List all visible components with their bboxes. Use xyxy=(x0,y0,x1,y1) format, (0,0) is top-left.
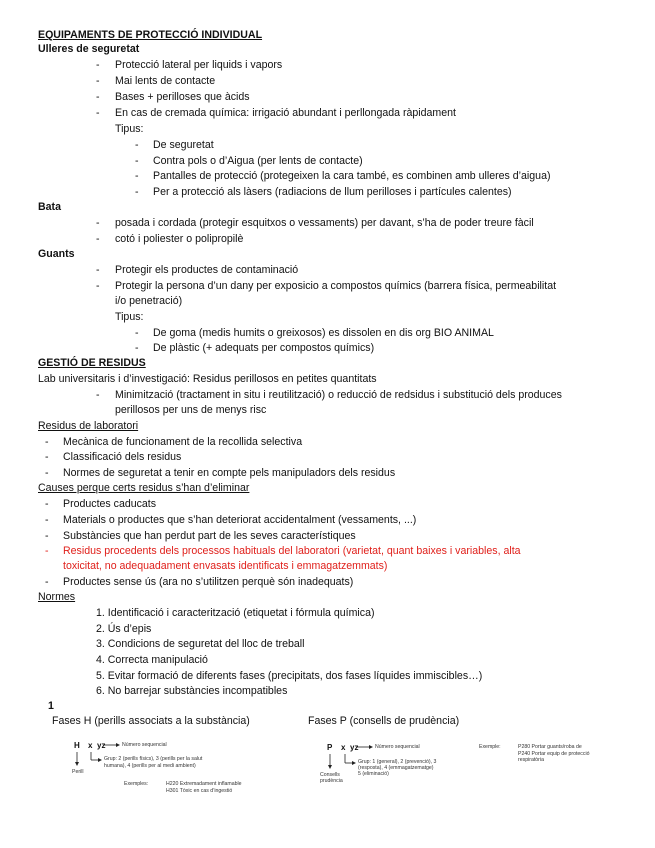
fases-p-heading: Fases P (consells de prudència) xyxy=(308,715,460,727)
diagram-p-letter: x xyxy=(341,743,346,752)
tipus-label: Tipus: xyxy=(115,123,144,135)
causes-item-highlight-continuation: toxicitat, no adequadament envasats identificats i emmagatzemmats) xyxy=(63,560,388,572)
diagram-p-grup-line: 5 (eliminació) xyxy=(358,771,389,777)
diagram-h-exemple: H301 Tòxic en cas d’ingestió xyxy=(166,788,233,794)
heading-normes: Normes xyxy=(38,591,76,603)
residus-lab-item: Mecànica de funcionament de la recollida selectiva xyxy=(63,436,303,448)
diagram-h-letter: x xyxy=(88,741,93,750)
bullet-dash: - xyxy=(96,264,100,276)
bata-item: cotó i poliester o polipropilè xyxy=(115,233,244,245)
diagram-h-num-sequencial: Número sequencial xyxy=(122,742,167,748)
heading-guants: Guants xyxy=(38,248,75,260)
ulleres-item: En cas de cremada química: irrigació abundant i perllongada ràpidament xyxy=(115,107,456,119)
bullet-dash: - xyxy=(45,545,49,557)
heading-causes: Causes perque certs residus s’han d’eliminar xyxy=(38,482,250,494)
normes-item: 3. Condicions de seguretat del lloc de treball xyxy=(96,638,305,650)
arrow-head xyxy=(75,762,79,766)
section-title-residus: GESTIÓ DE RESIDUS xyxy=(38,357,146,369)
bata-item: posada i cordada (protegir esquitxos o vessaments) per davant, s’ha de poder treure fàcil xyxy=(115,217,534,229)
causes-item: Productes sense ús (ara no s’utilitzen perquè són inadequats) xyxy=(63,576,354,588)
diagram-p-letter: P xyxy=(327,743,333,752)
causes-item: Materials o productes que s’han deteriorat accidentalment (vessaments, ...) xyxy=(63,514,417,526)
diagram-p-exemple: respiratòria xyxy=(518,757,544,763)
bullet-dash: - xyxy=(45,514,49,526)
bullet-dash: - xyxy=(135,170,139,182)
diagram-h-perill-label: Perill xyxy=(72,769,84,775)
ulleres-tipus-item: Contra pols o d’Aigua (per lents de contacte) xyxy=(153,155,363,167)
heading-residus-laboratori: Residus de laboratori xyxy=(38,420,139,432)
bullet-dash: - xyxy=(135,327,139,339)
diagram-h-exemples-label: Exemples: xyxy=(124,781,149,787)
ulleres-tipus-item: De seguretat xyxy=(153,139,214,151)
bullet-dash: - xyxy=(135,139,139,151)
causes-item-highlight: Residus procedents dels processos habituals del laboratori (varietat, quant baixes i variables, alta xyxy=(63,545,521,557)
bullet-dash: - xyxy=(96,107,100,119)
diagram-p-consells-label: prudència xyxy=(320,778,343,784)
guants-item: Protegir els productes de contaminació xyxy=(115,264,299,276)
diagram-p-consells-label: Consells xyxy=(320,772,340,778)
diagram-p-grup-line: (resposta), 4 (emmagatzematge) xyxy=(358,765,434,771)
arrow-head xyxy=(369,745,373,749)
bullet-dash: - xyxy=(96,389,100,401)
bullet-dash: - xyxy=(45,498,49,510)
fases-h-heading: Fases H (perills associats a la substància) xyxy=(52,715,250,727)
arrow-head xyxy=(352,761,356,765)
normes-item: 4. Correcta manipulació xyxy=(96,654,208,666)
diagram-p-exemple: P240 Portar equip de protecció xyxy=(518,751,590,757)
causes-item: Productes caducats xyxy=(63,498,157,510)
bullet-dash: - xyxy=(96,59,100,71)
normes-item: 1. Identificació i caracterització (etiquetat i fórmula química) xyxy=(96,607,375,619)
section-title-epi: EQUIPAMENTS DE PROTECCIÓ INDIVIDUAL xyxy=(38,29,263,41)
causes-item: Substàncies que han perdut part de les seves característiques xyxy=(63,530,356,542)
bullet-dash: - xyxy=(45,576,49,588)
ulleres-tipus-item: Pantalles de protecció (protegeixen la cara també, es combinen amb ulleres d’aigua) xyxy=(153,170,551,182)
footnote-number: 1 xyxy=(48,700,54,712)
bullet-dash: - xyxy=(96,91,100,103)
ulleres-tipus-item: Per a protecció als làsers (radiacions de llum perilloses i partícules calentes) xyxy=(153,186,512,198)
residus-lab-item: Classificació dels residus xyxy=(63,451,182,463)
heading-ulleres: Ulleres de seguretat xyxy=(38,43,140,55)
normes-item: 5. Evitar formació de diferents fases (precipitats, dos fases líquides immiscibles…) xyxy=(96,670,483,682)
guants-item: Protegir la persona d’un dany per exposicio a compostos químics (barrera física, permeabilitat xyxy=(115,280,557,292)
bullet-dash: - xyxy=(45,436,49,448)
lab-line: Lab universitaris i d’investigació: Residus perillosos en petites quantitats xyxy=(38,373,377,385)
arrow-head xyxy=(98,758,102,762)
diagram-p-exemple-label: Exemple: xyxy=(479,744,501,750)
bullet-dash: - xyxy=(45,467,49,479)
diagram-h-exemple: H220 Extremadament inflamable xyxy=(166,781,242,787)
diagram-p-exemple: P280 Portar guants/roba de xyxy=(518,744,582,750)
diagram-p-grup-line: Grup: 1 (general), 2 (prevenció), 3 xyxy=(358,759,437,765)
residus-lab-item: Normes de seguretat a tenir en compte pels manipuladors dels residus xyxy=(63,467,396,479)
normes-item: 6. No barrejar substàncies incompatibles xyxy=(96,685,288,697)
diagram-h-grup-line: humana), 4 (perills per al medi ambient) xyxy=(104,763,196,769)
diagram-p-num-sequencial: Número sequencial xyxy=(375,744,420,750)
diagram-h-grup-line: Grup: 2 (perills físics), 3 (perills per la salut xyxy=(104,756,203,762)
diagram-h-letter: yz xyxy=(97,741,106,750)
arrow-head xyxy=(116,743,120,747)
bullet-dash: - xyxy=(96,217,100,229)
bullet-dash: - xyxy=(135,186,139,198)
bullet-dash: - xyxy=(45,530,49,542)
diagram-h-letter: H xyxy=(74,741,80,750)
tipus-label: Tipus: xyxy=(115,311,144,323)
heading-bata: Bata xyxy=(38,201,61,213)
ulleres-item: Protecció lateral per liquids i vapors xyxy=(115,59,283,71)
bullet-dash: - xyxy=(135,155,139,167)
arrow-head xyxy=(328,765,332,769)
guants-item-continuation: i/o penetració) xyxy=(115,295,183,307)
diagram-p-letter: yz xyxy=(350,743,359,752)
bullet-dash: - xyxy=(45,451,49,463)
bullet-dash: - xyxy=(135,342,139,354)
bullet-dash: - xyxy=(96,280,100,292)
guants-tipus-item: De goma (medis humits o greixosos) es dissolen en dis org BIO ANIMAL xyxy=(153,327,494,339)
ulleres-item: Bases + perilloses que àcids xyxy=(115,91,250,103)
minimitzacio-line-continuation: perillosos per uns de menys risc xyxy=(115,404,267,416)
normes-item: 2. Ús d’epis xyxy=(96,623,152,635)
guants-tipus-item: De plàstic (+ adequats per compostos químics) xyxy=(153,342,375,354)
bullet-dash: - xyxy=(96,233,100,245)
ulleres-item: Mai lents de contacte xyxy=(115,75,216,87)
bullet-dash: - xyxy=(96,75,100,87)
minimitzacio-line: Minimització (tractament in situ i reutilització) o reducció de redsidus i substitució dels produces xyxy=(115,389,562,401)
